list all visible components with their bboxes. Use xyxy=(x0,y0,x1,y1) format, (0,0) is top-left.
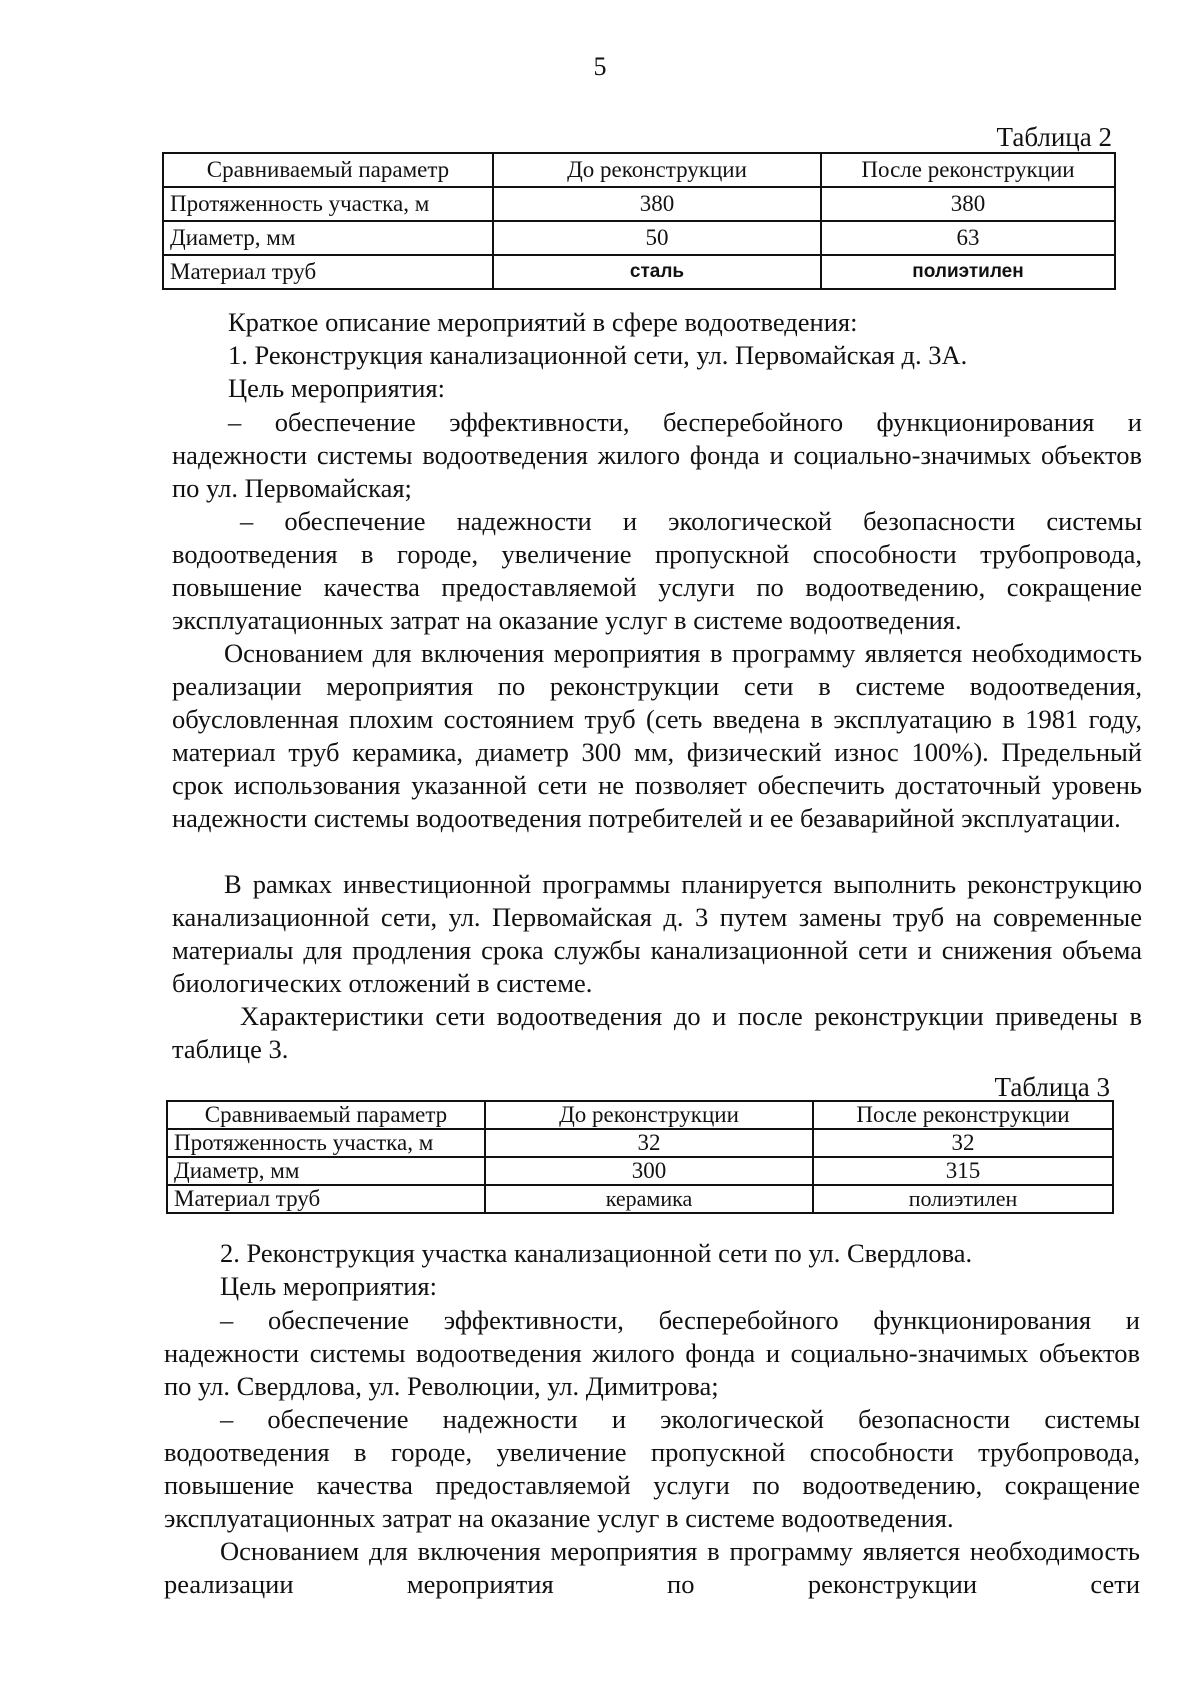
section-1-basis: Основанием для включения мероприятия в программу является необходимость реализации мероприятия по реконструкции сети в системе водоотведения, обусловленная плохим состоянием труб (сеть введена в эксплуатацию в 1981 году, материал труб керамика, диаметр 300 мм, физический износ 100%). Предельный срок использования указанной сети не позволяет обеспечить достаточный уровень надежности системы водоотведения потребителей и ее безаварийной эксплуатации. xyxy=(172,638,1142,833)
table-row xyxy=(167,1129,1113,1157)
table-cell: Протяженность участка, м xyxy=(163,187,493,221)
table-cell: 380 xyxy=(493,187,821,221)
table-cell: Диаметр, мм xyxy=(163,221,493,255)
header-cell: После реконструкции xyxy=(813,1101,1113,1129)
section-1-goal-label: Цель мероприятия: xyxy=(228,373,445,403)
table-row xyxy=(163,187,1115,221)
table-cell: 380 xyxy=(821,187,1115,221)
header-cell: Сравниваемый параметр xyxy=(167,1101,485,1129)
table-cell: Диаметр, мм xyxy=(167,1157,485,1185)
table-cell: полиэтилен xyxy=(813,1185,1113,1213)
table-cell: Протяженность участка, м xyxy=(167,1129,485,1157)
table-cell: керамика xyxy=(485,1185,813,1213)
table-cell: Материал труб xyxy=(167,1185,485,1213)
table-row xyxy=(167,1185,1113,1213)
section-1-plan: В рамках инвестиционной программы планируется выполнить реконструкцию канализационной сети, ул. Первомайская д. 3 путем замены труб на современные материалы для продления срока службы канализационной сети и снижения объема биологических отложений в системе. xyxy=(172,869,1142,998)
header-cell: После реконструкции xyxy=(821,153,1115,187)
table-cell: полиэтилен xyxy=(821,255,1115,289)
table-2 xyxy=(162,152,1116,290)
section-1-goal-item-1: – обеспечение эффективности, бесперебойного функционирования и надежности системы водоотведения жилого фонда и социально-значимых объектов по ул. Первомайская; xyxy=(172,407,1142,503)
section-2-goal-label: Цель мероприятия: xyxy=(220,1271,437,1301)
table-3-caption: Таблица 3 xyxy=(994,1072,1110,1102)
table-row xyxy=(167,1101,1113,1129)
section-1-title: 1. Реконструкция канализационной сети, ул. Первомайская д. 3А. xyxy=(228,340,968,370)
table-2-caption: Таблица 2 xyxy=(996,122,1112,152)
table-row xyxy=(163,255,1115,289)
section-2-goal-item-1: – обеспечение эффективности, бесперебойного функционирования и надежности системы водоотведения жилого фонда и социально-значимых объектов по ул. Свердлова, ул. Революции, ул. Димитрова; xyxy=(164,1305,1140,1401)
table-cell: Материал труб xyxy=(163,255,493,289)
table-cell: 300 xyxy=(485,1157,813,1185)
header-cell: До реконструкции xyxy=(485,1101,813,1129)
section-2-goal-item-2: – обеспечение надежности и экологической безопасности системы водоотведения в городе, увеличение пропускной способности трубопровода, повышение качества предоставляемой услуги по водоотведению, сокращение эксплуатационных затрат на оказание услуг в системе водоотведения. xyxy=(164,1404,1140,1533)
section-1-goal-item-2: – обеспечение надежности и экологической безопасности системы водоотведения в городе, увеличение пропускной способности трубопровода, повышение качества предоставляемой услуги по водоотведению, сокращение эксплуатационных затрат на оказание услуг в системе водоотведения. xyxy=(172,506,1142,635)
table-cell: 50 xyxy=(493,221,821,255)
header-cell: До реконструкции xyxy=(493,153,821,187)
table-cell: 63 xyxy=(821,221,1115,255)
header-cell: Сравниваемый параметр xyxy=(163,153,493,187)
table-cell: 315 xyxy=(813,1157,1113,1185)
page-number: 5 xyxy=(593,52,607,81)
table-row xyxy=(163,221,1115,255)
table-cell: 32 xyxy=(485,1129,813,1157)
table-3 xyxy=(166,1100,1114,1214)
table-cell: сталь xyxy=(493,255,821,289)
table-cell: 32 xyxy=(813,1129,1113,1157)
section-2-title: 2. Реконструкция участка канализационной сети по ул. Свердлова. xyxy=(220,1238,973,1268)
table-row xyxy=(167,1157,1113,1185)
section-1-intro: Краткое описание мероприятий в сфере водоотведения: xyxy=(228,307,858,337)
table-row xyxy=(163,153,1115,187)
section-1-characteristics: Характеристики сети водоотведения до и после реконструкции приведены в таблице 3. xyxy=(172,1001,1142,1064)
section-2-basis-start: Основанием для включения мероприятия в программу является необходимость реализации мероприятия по реконструкции сети xyxy=(164,1536,1140,1599)
